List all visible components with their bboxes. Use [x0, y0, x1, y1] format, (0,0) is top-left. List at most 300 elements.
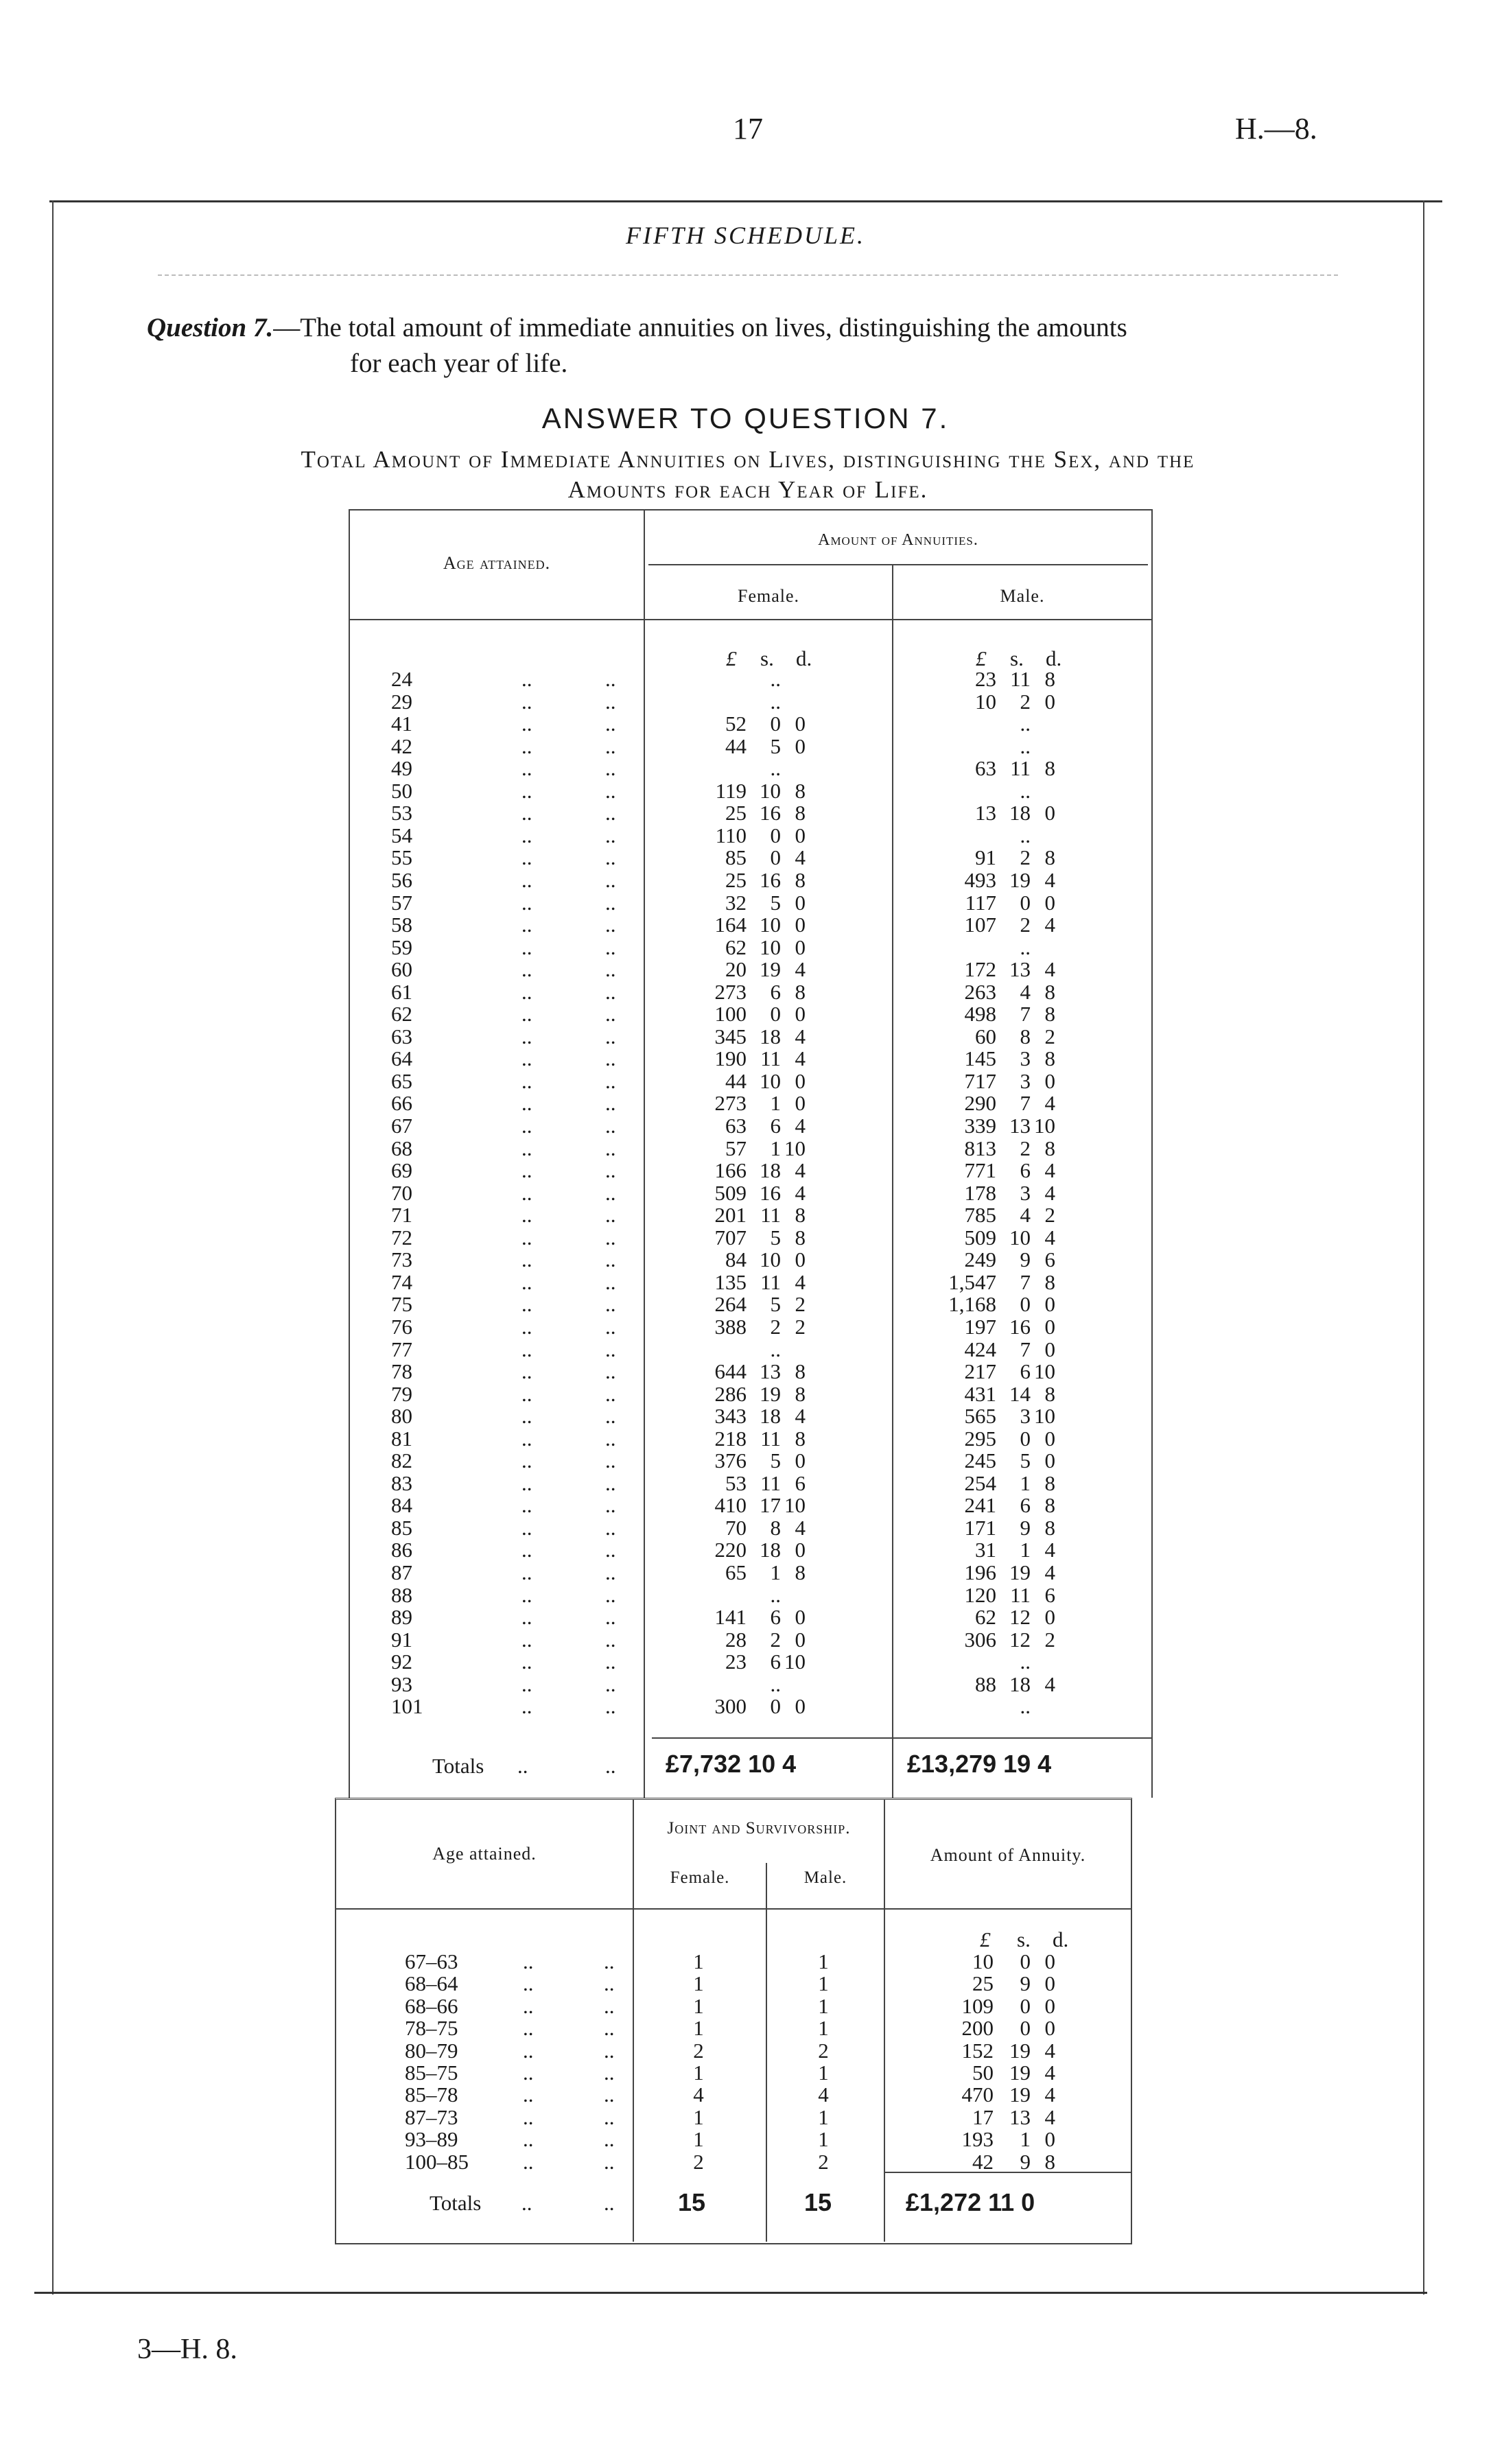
male-nil: ..	[1020, 734, 1031, 758]
leader-dots: ..	[605, 1203, 616, 1228]
male-shillings: 3	[1020, 1180, 1031, 1205]
leader-dots: ..	[605, 1002, 616, 1026]
male-shillings: 9	[1020, 1247, 1031, 1272]
age-cell: 53	[391, 801, 412, 825]
female-shillings: 11	[760, 1269, 781, 1294]
female-pounds: 65	[725, 1560, 747, 1584]
leader-dots: ..	[605, 1448, 616, 1473]
male-pounds: 178	[964, 1180, 996, 1205]
leader-dots: ..	[521, 1203, 532, 1228]
female-pounds: 28	[725, 1627, 747, 1652]
female-shillings: 10	[760, 913, 781, 937]
unit-s-male: s.	[1010, 646, 1024, 670]
leader-dots: ..	[521, 1269, 532, 1294]
leader-dots: ..	[521, 689, 532, 714]
leader-dots: ..	[521, 1381, 532, 1406]
female-pounds: 135	[714, 1269, 747, 1294]
amount-pounds: 193	[961, 2127, 994, 2152]
leader-dots: ..	[604, 1993, 615, 2018]
age-cell: 82	[391, 1448, 412, 1473]
amount-pounds: 50	[972, 2061, 994, 2085]
leader-dots: ..	[523, 2127, 534, 2152]
male-pounds: 88	[975, 1671, 996, 1696]
leader-dots: ..	[604, 2104, 615, 2129]
annuities-table	[349, 509, 1153, 1798]
leader-dots: ..	[604, 2082, 615, 2107]
unit-d-male: d.	[1046, 646, 1062, 670]
age-cell: 59	[391, 935, 412, 959]
male-pence: 0	[1044, 801, 1055, 825]
age-cell: 101	[391, 1694, 423, 1719]
age-cell: 68	[391, 1136, 412, 1160]
age-cell: 67	[391, 1114, 412, 1138]
male-nil: ..	[1020, 712, 1031, 736]
leader-dots: ..	[521, 957, 532, 982]
male-pence: 0	[1044, 689, 1055, 714]
leader-dots: ..	[521, 1114, 532, 1138]
age-cell: 64	[391, 1046, 412, 1071]
male-pounds: 290	[964, 1091, 996, 1116]
amount-pence: 4	[1044, 2104, 1055, 2129]
female-shillings: 1	[770, 1560, 781, 1584]
female-pounds: 84	[725, 1247, 747, 1272]
female-shillings: 6	[770, 1114, 781, 1138]
male-pounds: 10	[975, 689, 996, 714]
amount-pounds: 152	[961, 2038, 994, 2063]
table-row	[350, 1070, 1151, 1093]
leader-dots: ..	[605, 823, 616, 847]
total-male: £13,279 19 4	[907, 1750, 1052, 1778]
totals-dots-2: ..	[605, 1754, 616, 1778]
male-pounds: 172	[964, 957, 996, 982]
female-shillings: 8	[770, 1515, 781, 1540]
female-nil: ..	[770, 1671, 781, 1696]
leader-dots: ..	[604, 1949, 615, 1973]
female-pence: 4	[795, 845, 806, 870]
male-count: 1	[818, 1949, 829, 1973]
female-pounds: 264	[714, 1292, 747, 1317]
leader-dots: ..	[605, 1694, 616, 1719]
leader-dots: ..	[521, 1046, 532, 1071]
leader-dots: ..	[604, 2127, 615, 2152]
amount-shillings: 0	[1020, 1993, 1031, 2018]
leader-dots: ..	[605, 1269, 616, 1294]
male-pounds: 813	[964, 1136, 996, 1160]
female-pounds: 218	[714, 1426, 747, 1451]
leader-dots: ..	[521, 1448, 532, 1473]
female-pounds: 164	[714, 913, 747, 937]
table-row	[350, 1249, 1151, 1271]
female-pence: 6	[795, 1470, 806, 1495]
age-cell: 29	[391, 689, 412, 714]
table-row	[350, 1361, 1151, 1383]
leader-dots: ..	[521, 913, 532, 937]
female-nil: ..	[770, 756, 781, 781]
amount-pounds: 25	[972, 1971, 994, 1996]
male-shillings: 7	[1020, 1002, 1031, 1026]
amount-pence: 4	[1044, 2061, 1055, 2085]
table-row	[350, 1671, 1151, 1696]
unit-d-2: d.	[1053, 1927, 1069, 1951]
female-pence: 8	[795, 1560, 806, 1584]
table-row	[350, 1227, 1151, 1249]
male-shillings: 1	[1020, 1470, 1031, 1495]
leader-dots: ..	[521, 1470, 532, 1495]
female-shillings: 10	[760, 778, 781, 803]
female-pounds: 53	[725, 1470, 747, 1495]
male-pence: 8	[1044, 756, 1055, 781]
male-shillings: 0	[1020, 890, 1031, 915]
male-pounds: 717	[964, 1068, 996, 1093]
age-cell: 69	[391, 1158, 412, 1183]
male-pence: 8	[1044, 1046, 1055, 1071]
leader-dots: ..	[605, 1404, 616, 1429]
leader-dots: ..	[521, 823, 532, 847]
male-pence: 0	[1044, 1314, 1055, 1339]
leader-dots: ..	[523, 1949, 534, 1973]
male-pence: 4	[1044, 957, 1055, 982]
amount-shillings: 1	[1020, 2127, 1031, 2152]
question-text-line2: for each year of life.	[350, 349, 568, 378]
male-pounds: 107	[964, 913, 996, 937]
female-pounds: 52	[725, 712, 747, 736]
female-pence: 0	[795, 1091, 806, 1116]
female-pounds: 273	[714, 1091, 747, 1116]
total-male-2: 15	[804, 2188, 832, 2216]
amount-pence: 0	[1044, 2127, 1055, 2152]
female-nil: ..	[770, 667, 781, 691]
age-cell: 85–78	[405, 2082, 458, 2107]
female-shillings: 17	[760, 1493, 781, 1518]
table-row	[350, 1271, 1151, 1294]
table-row	[350, 758, 1151, 780]
unit-s-2: s.	[1017, 1927, 1031, 1951]
age-cell: 63	[391, 1024, 412, 1048]
male-pence: 8	[1044, 845, 1055, 870]
male-pence: 8	[1044, 1136, 1055, 1160]
female-pence: 0	[795, 1002, 806, 1026]
amount-pence: 0	[1044, 2016, 1055, 2041]
header-male: Male.	[1000, 586, 1045, 606]
female-pence: 0	[795, 1247, 806, 1272]
male-pence: 4	[1044, 868, 1055, 892]
male-pounds: 263	[964, 979, 996, 1004]
female-count: 1	[693, 1971, 704, 1996]
female-pounds: 509	[714, 1180, 747, 1205]
male-pence: 4	[1044, 1225, 1055, 1249]
leader-dots: ..	[605, 1091, 616, 1116]
age-cell: 93	[391, 1671, 412, 1696]
male-shillings: 1	[1020, 1538, 1031, 1562]
female-pounds: 23	[725, 1650, 747, 1674]
female-pence: 10	[784, 1493, 806, 1518]
male-pence: 0	[1044, 1068, 1055, 1093]
male-shillings: 6	[1020, 1493, 1031, 1518]
female-pounds: 141	[714, 1605, 747, 1630]
female-pounds: 100	[714, 1002, 747, 1026]
female-shillings: 5	[770, 1225, 781, 1249]
table-row	[336, 2104, 1131, 2129]
header-rule-bottom-2	[336, 1908, 1131, 1910]
female-pounds: 190	[714, 1046, 747, 1071]
leader-dots: ..	[604, 2061, 615, 2085]
totals-dots-1: ..	[517, 1754, 528, 1778]
leader-dots: ..	[521, 1292, 532, 1317]
table-row	[350, 1182, 1151, 1205]
female-pence: 8	[795, 979, 806, 1004]
female-shillings: 1	[770, 1091, 781, 1116]
female-pounds: 70	[725, 1515, 747, 1540]
female-pence: 8	[795, 1203, 806, 1228]
female-pence: 4	[795, 1158, 806, 1183]
age-cell: 42	[391, 734, 412, 758]
male-shillings: 7	[1020, 1091, 1031, 1116]
female-pounds: 119	[715, 778, 747, 803]
female-pence: 4	[795, 1404, 806, 1429]
total-female-2: 15	[678, 2188, 706, 2216]
female-pounds: 273	[714, 979, 747, 1004]
leader-dots: ..	[604, 2016, 615, 2041]
leader-dots: ..	[605, 1650, 616, 1674]
totals-rule	[652, 1737, 1151, 1739]
question-label: Question 7.	[147, 313, 274, 342]
table-row	[350, 713, 1151, 736]
table-row	[350, 1629, 1151, 1652]
male-count: 1	[818, 2016, 829, 2041]
leader-dots: ..	[605, 1225, 616, 1249]
table-row	[350, 1562, 1151, 1584]
female-shillings: 6	[770, 1605, 781, 1630]
male-pounds: 424	[964, 1337, 996, 1361]
leader-dots: ..	[605, 756, 616, 781]
female-count: 2	[693, 2038, 704, 2063]
female-shillings: 10	[760, 1247, 781, 1272]
amount-pounds: 200	[961, 2016, 994, 2041]
leader-dots: ..	[605, 1337, 616, 1361]
male-shillings: 7	[1020, 1337, 1031, 1361]
female-shillings: 5	[770, 1292, 781, 1317]
female-shillings: 18	[760, 1024, 781, 1048]
male-shillings: 18	[1009, 801, 1031, 825]
female-count: 1	[693, 2127, 704, 2152]
male-shillings: 11	[1010, 756, 1031, 781]
header-age-attained-2: Age attained.	[432, 1844, 537, 1864]
leader-dots: ..	[521, 1091, 532, 1116]
age-cell: 80–79	[405, 2038, 458, 2063]
male-pence: 0	[1044, 1448, 1055, 1473]
table-row	[350, 869, 1151, 892]
leader-dots: ..	[521, 1359, 532, 1383]
male-shillings: 9	[1020, 1515, 1031, 1540]
age-cell: 66	[391, 1091, 412, 1116]
leader-dots: ..	[605, 689, 616, 714]
male-shillings: 10	[1009, 1225, 1031, 1249]
table-title	[103, 445, 1393, 505]
unit-s-female: s.	[760, 646, 774, 670]
female-pence: 8	[795, 801, 806, 825]
age-cell: 84	[391, 1493, 412, 1518]
female-pence: 2	[795, 1292, 806, 1317]
female-pence: 0	[795, 890, 806, 915]
leader-dots: ..	[521, 734, 532, 758]
female-pence: 0	[795, 1694, 806, 1719]
male-shillings: 0	[1020, 1292, 1031, 1317]
female-pounds: 63	[725, 1114, 747, 1138]
totals-dots-2b: ..	[604, 2191, 615, 2215]
male-pounds: 63	[975, 756, 996, 781]
male-pence: 6	[1044, 1247, 1055, 1272]
male-shillings: 14	[1009, 1381, 1031, 1406]
female-pence: 8	[795, 778, 806, 803]
leader-dots: ..	[521, 979, 532, 1004]
female-pence: 0	[795, 1605, 806, 1630]
male-pounds: 498	[964, 1002, 996, 1026]
age-cell: 75	[391, 1292, 412, 1317]
female-pounds: 343	[714, 1404, 747, 1429]
table-row	[350, 1428, 1151, 1451]
amount-shillings: 0	[1020, 1949, 1031, 1973]
leader-dots: ..	[521, 778, 532, 803]
female-pence: 10	[784, 1136, 806, 1160]
male-shillings: 16	[1009, 1314, 1031, 1339]
male-pence: 0	[1044, 1292, 1055, 1317]
amount-shillings: 9	[1020, 1971, 1031, 1996]
male-shillings: 13	[1009, 957, 1031, 982]
male-nil: ..	[1020, 778, 1031, 803]
female-count: 1	[693, 1949, 704, 1973]
table-row	[350, 825, 1151, 847]
leader-dots: ..	[523, 2061, 534, 2085]
age-cell: 87–73	[405, 2104, 458, 2129]
female-pence: 0	[795, 734, 806, 758]
age-cell: 79	[391, 1381, 412, 1406]
male-shillings: 11	[1010, 667, 1031, 691]
female-count: 1	[693, 2061, 704, 2085]
amount-shillings: 13	[1009, 2104, 1031, 2129]
female-pence: 4	[795, 957, 806, 982]
female-pence: 0	[795, 1448, 806, 1473]
joint-survivorship-table	[335, 1798, 1132, 2244]
unit-pound-female: £	[726, 646, 737, 670]
female-shillings: 16	[760, 1180, 781, 1205]
leader-dots: ..	[521, 756, 532, 781]
amount-pounds: 470	[961, 2082, 994, 2107]
leader-dots: ..	[604, 1971, 615, 1996]
table-row	[336, 2084, 1131, 2106]
table-row	[350, 1316, 1151, 1339]
female-shillings: 2	[770, 1314, 781, 1339]
male-shillings: 3	[1020, 1046, 1031, 1071]
amount-shillings: 19	[1009, 2038, 1031, 2063]
female-pounds: 166	[714, 1158, 747, 1183]
table-row	[336, 2062, 1131, 2084]
table-row	[350, 1026, 1151, 1048]
leader-dots: ..	[521, 890, 532, 915]
male-pounds: 431	[964, 1381, 996, 1406]
header-female-2: Female.	[670, 1868, 730, 1887]
answer-title: ANSWER TO QUESTION 7.	[541, 402, 950, 434]
age-cell: 72	[391, 1225, 412, 1249]
female-shillings: 0	[770, 1694, 781, 1719]
male-pence: 8	[1044, 1002, 1055, 1026]
age-cell: 68–64	[405, 1971, 458, 1996]
age-cell: 58	[391, 913, 412, 937]
table-row	[350, 1048, 1151, 1070]
female-pounds: 110	[715, 823, 747, 847]
age-cell: 85	[391, 1515, 412, 1540]
header-female: Female.	[737, 586, 800, 606]
age-cell: 91	[391, 1627, 412, 1652]
female-shillings: 1	[770, 1136, 781, 1160]
leader-dots: ..	[521, 1337, 532, 1361]
leader-dots: ..	[605, 1359, 616, 1383]
female-pounds: 25	[725, 868, 747, 892]
leader-dots: ..	[605, 1292, 616, 1317]
female-shillings: 10	[760, 935, 781, 959]
female-shillings: 11	[760, 1470, 781, 1495]
age-cell: 88	[391, 1582, 412, 1607]
table-row	[336, 2017, 1131, 2039]
age-cell: 74	[391, 1269, 412, 1294]
male-pounds: 785	[964, 1203, 996, 1228]
table-row	[350, 914, 1151, 937]
leader-dots: ..	[521, 935, 532, 959]
table-row	[350, 1383, 1151, 1406]
table-row	[350, 1472, 1151, 1495]
table-row	[350, 1405, 1151, 1428]
female-pence: 8	[795, 1359, 806, 1383]
age-cell: 57	[391, 890, 412, 915]
amount-pounds: 109	[961, 1993, 994, 2018]
male-pounds: 1,547	[948, 1269, 996, 1294]
table-row	[350, 937, 1151, 959]
male-pounds: 249	[964, 1247, 996, 1272]
leader-dots: ..	[521, 1650, 532, 1674]
amount-shillings: 9	[1020, 2149, 1031, 2174]
amount-shillings: 19	[1009, 2061, 1031, 2085]
leader-dots: ..	[605, 1582, 616, 1607]
leader-dots: ..	[521, 845, 532, 870]
age-cell: 62	[391, 1002, 412, 1026]
leader-dots: ..	[521, 1627, 532, 1652]
male-shillings: 2	[1020, 845, 1031, 870]
amount-pence: 0	[1044, 1993, 1055, 2018]
amount-shillings: 19	[1009, 2082, 1031, 2107]
age-cell: 78	[391, 1359, 412, 1383]
totals-dots-2a: ..	[521, 2191, 532, 2215]
male-count: 1	[818, 2127, 829, 2152]
female-shillings: 6	[770, 979, 781, 1004]
male-shillings: 19	[1009, 1560, 1031, 1584]
female-count: 4	[693, 2082, 704, 2107]
frame-right-rule	[1423, 200, 1424, 2295]
male-count: 1	[818, 1993, 829, 2018]
age-cell: 78–75	[405, 2016, 458, 2041]
male-pounds: 60	[975, 1024, 996, 1048]
leader-dots: ..	[605, 913, 616, 937]
female-pence: 4	[795, 1269, 806, 1294]
age-cell: 24	[391, 667, 412, 691]
leader-dots: ..	[605, 1470, 616, 1495]
totals-label-2: Totals	[430, 2191, 482, 2215]
age-cell: 89	[391, 1605, 412, 1630]
leader-dots: ..	[605, 1493, 616, 1518]
table-row	[350, 1160, 1151, 1182]
unit-pound-male: £	[976, 646, 987, 670]
table-row	[350, 1092, 1151, 1115]
leader-dots: ..	[523, 2082, 534, 2107]
age-cell: 77	[391, 1337, 412, 1361]
